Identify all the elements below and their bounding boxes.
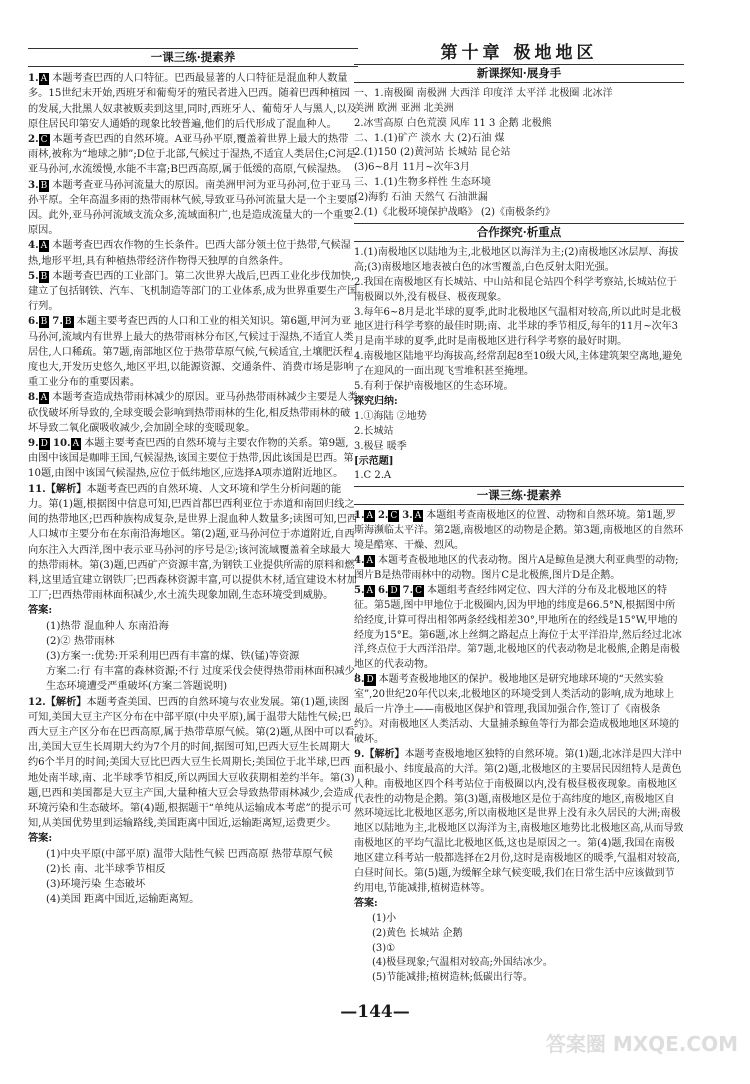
question-number: 8. — [354, 674, 365, 686]
question-number: 1. — [354, 510, 365, 522]
analysis-label: 【解析】 — [364, 748, 405, 760]
answer-paragraph — [28, 178, 358, 239]
question-number: 9. — [28, 437, 39, 450]
question-number: 7. — [402, 584, 414, 596]
answer-line: 美洲 欧洲 亚洲 北美洲 — [354, 102, 454, 114]
answer-text: 本题考查造成热带雨林减少的原因。亚马孙热带雨林减少主要是人类砍伐破坏所导致的,全球变暖会影响到热带雨林的生化,相反热带雨林的破坏导致二氧化碳吸收减少,会加剧全球的变暖现象。 — [28, 392, 358, 434]
answer-line: (1)热带 混血种人 东南沿海 — [46, 620, 169, 632]
answer-line: (3)① — [372, 942, 396, 954]
section-banner: 一课三练·提素养 — [28, 48, 358, 67]
answer-text: 本题主要考查巴西的人口和工业的相关知识。第6题,甲河为亚马孙河,流域内有世界上最大的热带雨林分布区,气候过于湿热,不适宜人类居住,人口稀疏。第7题,南部地区位于热带草原气候,气候适宜,土壤肥沃程度也大,开发历史悠久,地区平坦,以能源资源、交通条件、消费市场是影响重工业分布的重要因素。 — [28, 316, 354, 389]
answer-paragraph — [28, 390, 358, 436]
page-number: —144— — [340, 1002, 410, 1022]
answer-text: 本题考查巴西的自然环境、人文环境和学生分析问题的能力。第(1)题,根据图中信息可知,巴西首都巴西利亚位于赤道和南回归线之间的热带地区;巴西种族构成复杂,是世界上混血种人数量多;读图可知,巴西人口城市主要分布在东南沿海地区。第(2)题,亚马孙河位于赤道附近,自西向东注入大西洋,图中表示亚马孙河的序号是②;该河流域覆盖着全球最大的热带雨林。第(3)题,巴西矿产资源丰富,为钢铁工业提供所需的原料和燃料,这里适宜建立钢铁厂;巴西森林资源丰富,可以提供木材,适宜建设木材加工厂;巴西热带雨林面积减少,水土流失现象加剧,生态环境受到威胁。 — [28, 483, 358, 602]
section-banner: 一课三练·提素养 — [354, 486, 684, 505]
answer-text: 本题考查巴西的自然环境。A亚马孙平原,覆盖着世界上最大的热带雨林,被称为“地球之肺”;D位于北部,气候过于湿热,不适宜人类居住;C河是亚马孙河,水流缓慢,水能不丰富;B巴西高原,属于低缓的高原,气候湿热。 — [28, 134, 357, 176]
question-number: 5. — [354, 584, 365, 596]
question-number: 3. — [28, 178, 39, 191]
answer-badge: A — [366, 556, 373, 566]
answer-paragraph — [28, 238, 358, 268]
answer-badge: C — [390, 511, 398, 522]
answer-badge: B — [40, 271, 48, 282]
summary-list — [354, 410, 684, 455]
chapter-title: 第十章 极地地区 — [440, 43, 598, 63]
section-banner: 合作探究·析重点 — [354, 223, 684, 242]
answer-line: (2)海豹 石油 天然气 石油泄漏 — [354, 192, 488, 204]
answer-badge: A — [366, 585, 373, 596]
answer-line: (5)节能减排;植树造林;低碳出行等。 — [372, 972, 533, 984]
example-label: [示范题] — [354, 455, 394, 467]
answer-line: 一、1.南极圈 南极洲 大西洋 印度洋 太平洋 北极圈 北冰洋 — [354, 87, 613, 99]
question-number: 10. — [52, 437, 71, 450]
right-column — [354, 43, 684, 986]
answer-line: 2.长城站 — [354, 425, 394, 437]
answer-block — [28, 847, 358, 908]
answer-line: (3)环境污染 生态破坏 — [46, 878, 146, 890]
answer-paragraph — [28, 314, 358, 390]
question-number: 7. — [52, 315, 63, 328]
answer-line: 2.(1)150 (2)黄河站 长城站 昆仑站 — [354, 147, 511, 159]
section-banner: 新课探知·展身手 — [354, 64, 684, 83]
answer-line: 2.冰雪高原 白色荒漠 风库 11 3 企鹅 北极熊 — [354, 117, 552, 129]
answer-badge: A — [366, 511, 373, 522]
answer-badge: B — [40, 317, 48, 328]
question-number: 8. — [28, 391, 39, 404]
answer-paragraph — [354, 554, 684, 584]
watermark-logo: 答案圈 MXQE.COM — [545, 1032, 738, 1056]
answer-line: 二、1.(1)矿产 淡水 大 (2)石油 煤 — [354, 132, 505, 144]
answer-text: 本题考查亚马孙河流量大的原因。南美洲甲河为亚马孙河,位于亚马孙平原。全年高温多雨的热带雨林气候,导致亚马孙河流量大是一个主要原因。此外,亚马孙河流域支流众多,流域面积广,也是造成流量大的一个重要原因。 — [28, 179, 358, 237]
question-number: 1. — [28, 72, 39, 85]
answer-text: 本题考查巴西的工业部门。第二次世界大战后,巴西工业化步伐加快,建立了包括钢铁、汽车、飞机制造等部门的工业体系,成为世界重要生产国行列。 — [28, 270, 358, 313]
question-number: 4. — [354, 555, 365, 566]
answer-paragraph — [28, 71, 358, 132]
question-number: 2. — [377, 510, 389, 522]
left-column — [28, 46, 358, 907]
answer-line: 三、1.(1)生物多样性 生态环境 — [354, 177, 491, 189]
answer-line: 2.(1)《北极环境保护战略》 (2)《南极条约》 — [354, 207, 556, 219]
answer-badge: A — [40, 241, 48, 252]
answer-badge: D — [40, 439, 48, 450]
answer-text: 本题组考查经纬网定位、四大洋的分布及北极地区的特征。第5题,图中甲地位于北极圈内,因为甲地的纬度是66.5°N,根据图中所给经度,计算可得出相邻两条经线相差30°,甲地所在的经线是15°W,甲地的经度为15°E。第6题,冰上丝绸之路起点上海位于太平洋沿岸,然后经过北冰洋,终点位于大西洋沿岸。第7题,北极地区的代表动物是北极熊,企鹅是南极地区的代表动物。 — [354, 584, 682, 671]
answer-badge: D — [390, 585, 398, 596]
answer-list — [354, 246, 684, 395]
answer-badge: A — [72, 439, 80, 450]
answer-block-label: 答案: — [28, 832, 53, 845]
answer-paragraph — [354, 509, 684, 554]
answer-text: 本题组考查南极地区的位置、动物和自然环境。第1题,罗斯海濒临太平洋。第2题,南极地区的动物是企鹅。第3题,南极地区的自然环境是酷寒、干燥、烈风。 — [354, 510, 684, 552]
answer-line: 1.(1)南极地区以陆地为主,北极地区以海洋为主;(2)南极地区冰层厚、海拔高;(3)南极地区地表被白色的冰雪覆盖,白色反射太阳光强。 — [354, 246, 679, 273]
answer-line: (1)小 — [372, 912, 397, 924]
answer-block — [354, 912, 684, 987]
answer-text: 本题考查巴西农作物的生长条件。巴西大部分领土位于热带,气候湿热,地形平坦,具有种植热带经济作物得天独厚的自然条件。 — [28, 240, 351, 267]
answer-line: 3.极昼 暖季 — [354, 440, 407, 452]
answer-paragraph — [28, 436, 358, 482]
example-answers: 1.C 2.A — [354, 470, 392, 482]
question-number: 9. — [354, 748, 365, 760]
answer-badge: C — [415, 585, 422, 596]
answer-block-label: 答案: — [28, 604, 53, 617]
question-number: 2. — [28, 133, 39, 146]
answer-line: 4.南极地区陆地平均海拔高,经常刮起8至10级大风,主体建筑架空离地,避免了在迎风的一面出现飞雪堆积甚至掩埋。 — [354, 351, 683, 378]
answer-text: 本题主要考查巴西的自然环境与主要农作物的关系。第9题,由图中该国是咖啡王国,气候湿热,该国主要位于热带,因此该国是巴西。第10题,由图中该国气候湿热,应位于低纬地区,应选择A项赤道附近地区。 — [28, 438, 354, 480]
answer-badge: A — [40, 393, 48, 404]
answer-line: (3)方案一:优势:开采利用巴西有丰富的煤、铁(锰)等资源 — [46, 650, 300, 662]
answer-text: 本题考查极地地区的保护。极地地区是研究地球环境的“天然实验室”,20世纪20年代以来,北极地区的环境受到人类活动的影响,成为地球上最后一片净土——南极地区保护和管理,我国加强合作,签订了《南极条约》。对南极地区人类活动、大量捕杀鲸鱼等行为都会造成极地地区环境的破坏。 — [354, 674, 679, 745]
answer-line: 方案二:行 有丰富的森林资源;不行 过度采伐会使得热带雨林面积减少,生态环境遭受严重破坏(方案二答题说明) — [46, 666, 359, 693]
answer-line: (2)长 南、北半球季节相反 — [46, 863, 166, 875]
answer-list — [354, 509, 684, 897]
answer-paragraph — [28, 132, 358, 178]
answer-text: 本题考查极地地区的代表动物。图片A是鲸鱼是澳大利亚典型的动物;图片B是热带雨林中的动物。图片C是北极熊,图片D是企鹅。 — [354, 555, 679, 581]
answer-text: 本题考查巴西的人口特征。巴西最显著的人口特征是混血种人数量多。15世纪末开始,西班牙和葡萄牙的殖民者进入巴西。随着巴西种植园的发展,大批黑人奴隶被贩卖到这里,同时,西班牙人、葡萄牙人与黑人,以及原住居民印第安人通婚的现象比较普遍,他们的后代形成了混血种人。 — [28, 73, 357, 130]
question-number: 6. — [28, 315, 39, 328]
question-number: 11. — [28, 482, 46, 495]
answer-paragraph — [28, 269, 358, 315]
answer-paragraph — [28, 482, 358, 604]
answer-text: 本题考查极地地区独特的自然环境。第(1)题,北冰洋是四大洋中面积最小、纬度最高的大洋。第(2)题,北极地区的主要居民因纽特人是黄色人种。南极地区四个科考站位于南极圈以内,没有极昼极夜现象。南极地区代表性的动物是企鹅。第(3)题,南极地区是位于高纬度的地区,南极地区自然环境远比北极地区恶劣,所以南极地区是世界上没有永久居民的大洲;南极地区以陆地为主,北极地区以海洋为主,南极地区地势比北极地区高,从而导致南极地区的平均气温比北极地区低,这也是原因之一。第(4)题,我国在南极地区建立科考站一般都选择在2月份,这时是南极地区的暖季,气温相对较高,白昼时间长。第(5)题,为缓解全球气候变暖,我们在日常生活中应该做到节约用电,节能减排,植树造林等。 — [354, 748, 684, 894]
question-number: 4. — [28, 239, 39, 252]
answer-block-label: 答案: — [354, 897, 378, 909]
answer-badge: B — [64, 317, 72, 328]
answer-badge: D — [366, 675, 374, 686]
answer-paragraph — [354, 748, 684, 897]
answer-line: (4)美国 距离中国近,运输距离短。 — [46, 894, 200, 906]
answer-list — [28, 71, 358, 603]
answer-line: (3)6~8月 11月~次年3月 — [354, 162, 470, 174]
analysis-label: 【解析】 — [45, 482, 87, 495]
answer-line: (1)中央平原(中部平原) 温带大陆性气候 巴西高原 热带草原气候 — [46, 848, 333, 860]
answer-line: (4)极昼现象;气温相对较高;外国结冰少。 — [372, 957, 553, 969]
summary-label: 探究归纳: — [354, 395, 398, 407]
answer-paragraph — [354, 584, 684, 673]
question-number: 6. — [377, 584, 389, 596]
answer-line: 5.有利于保护南极地区的生态环境。 — [354, 381, 514, 393]
answer-line: 3.每年6~8月是北半球的夏季,此时北极地区气温相对较高,所以此时是北极地区进行科学考察的最佳时期;南、北半球的季节相反,每年的11月~次年3月是南半球的夏季,此时是南极地区进行科学考察的最好时期。 — [354, 306, 682, 348]
answer-paragraph — [354, 673, 684, 748]
answer-badge: B — [40, 180, 48, 191]
answer-line: 1.①海陆 ②地势 — [354, 410, 427, 422]
answer-list — [354, 87, 684, 221]
answer-badge: C — [40, 135, 48, 146]
answer-line: (2)② 热带雨林 — [46, 635, 115, 647]
question-number: 5. — [28, 269, 39, 282]
answer-block — [28, 619, 358, 695]
answer-badge: A — [414, 511, 422, 522]
answer-line: 2.我国在南极地区有长城站、中山站和昆仑站四个科学考察站,长城站位于南极圈以外,没有极昼、极夜现象。 — [354, 276, 677, 303]
answer-line: (2)黄色 长城站 企鹅 — [372, 927, 463, 939]
answer-badge: A — [40, 74, 48, 85]
question-12: 12.【解析】本题考查美国、巴西的自然环境与农业发展。第(1)题,读图可知,美国大豆主产区分布在中部平原(中央平原),属于温带大陆性气候;巴西大豆主产区分布在巴西高原,属于热带草原气候。第(2)题,从图中可以看出,美国大豆生长周期大约为7个月的时间,据图可知,巴西大豆生长周期大约6个半月的时间;美国大豆比巴西大豆生长周期长;美国位于北半球,巴西地处南半球,南、北半球季节相反,所以两国大豆收获期相差约半年。第(3)题,巴西和美国都是大豆主产国,大量种植大豆会导致热带雨林减少,会造成环境污染和生态破坏。第(4)题,根据题干“单纯从运输成本考虑”的提示可知,从美国优势里到运输路线,美国距离中国近,运输距离短,运费更少。 — [28, 695, 355, 830]
question-number: 3. — [402, 510, 413, 522]
